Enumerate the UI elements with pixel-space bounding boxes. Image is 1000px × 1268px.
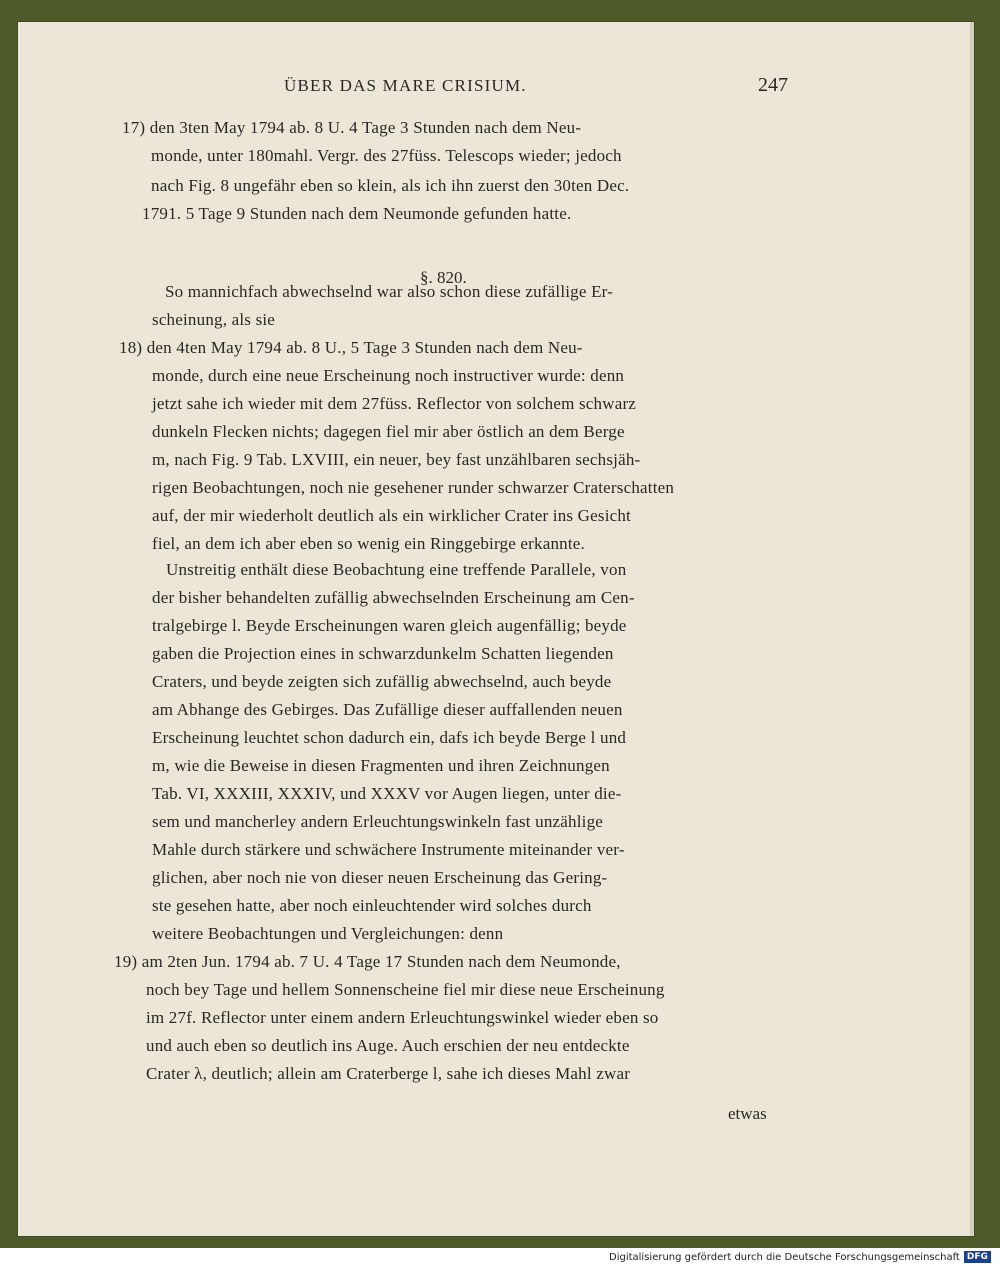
text-line: m, wie die Beweise in diesen Fragmenten und ihren Zeichnungen (152, 756, 610, 775)
text-line: im 27f. Reflector unter einem andern Erleuchtungswinkel wieder eben so (146, 1008, 659, 1027)
text-line: monde, unter 180mahl. Vergr. des 27füss. Telescops wieder; jedoch (151, 146, 622, 165)
text-line: Unstreitig enthält diese Beobachtung eine treffende Parallele, von (166, 560, 627, 579)
text-line: auf, der mir wiederholt deutlich als ein wirklicher Crater ins Gesicht (152, 506, 631, 525)
dfg-logo-icon: DFG (964, 1251, 991, 1263)
text-line: dunkeln Flecken nichts; dagegen fiel mir aber östlich an dem Berge (152, 422, 625, 441)
text-line: Erscheinung leuchtet schon dadurch ein, dafs ich beyde Berge l und (152, 728, 627, 747)
section-heading: §. 820. (420, 268, 467, 287)
text-line: glichen, aber noch nie von dieser neuen Erscheinung das Gering- (152, 868, 608, 887)
text-line: und auch eben so deutlich ins Auge. Auch erschien der neu entdeckte (146, 1036, 630, 1055)
text-line: m, nach Fig. 9 Tab. LXVIII, ein neuer, bey fast unzählbaren sechsjäh- (152, 450, 641, 469)
text-line: ste gesehen hatte, aber noch einleuchtender wird solches durch (152, 896, 592, 915)
text-line: jetzt sahe ich wieder mit dem 27füss. Reflector von solchem schwarz (152, 394, 637, 413)
text-line: tralgebirge l. Beyde Erscheinungen waren gleich augenfällig; beyde (152, 616, 627, 635)
text-line: der bisher behandelten zufällig abwechselnden Erscheinung am Cen- (152, 588, 635, 607)
footer-credit (609, 1251, 991, 1263)
book-page (18, 22, 974, 1236)
running-header: ÜBER DAS MARE CRISIUM. (284, 76, 527, 95)
text-line: rigen Beobachtungen, noch nie gesehener runder schwarzer Craterschatten (152, 478, 675, 497)
text-line: sem und mancherley andern Erleuchtungswinkeln fast unzählige (152, 812, 604, 831)
text-line: So mannichfach abwechselnd war also schon diese zufällige Er- (165, 282, 614, 301)
text-line: Craters, und beyde zeigten sich zufällig abwechselnd, auch beyde (152, 672, 612, 691)
text-line: noch bey Tage und hellem Sonnenscheine fiel mir diese neue Erscheinung (146, 980, 665, 999)
page-number: 247 (758, 74, 788, 96)
text-line: 19) am 2ten Jun. 1794 ab. 7 U. 4 Tage 17 Stunden nach dem Neumonde, (114, 952, 621, 971)
page-text (18, 22, 974, 1236)
text-line: 1791. 5 Tage 9 Stunden nach dem Neumonde gefunden hatte. (142, 204, 572, 223)
text-line: nach Fig. 8 ungefähr eben so klein, als ich ihn zuerst den 30ten Dec. (151, 176, 630, 195)
text-line: Mahle durch stärkere und schwächere Instrumente miteinander ver- (152, 840, 625, 859)
footer-text: Digitalisierung gefördert durch die Deutsche Forschungsgemeinschaft (609, 1251, 960, 1263)
text-line: Crater λ, deutlich; allein am Craterberge l, sahe ich dieses Mahl zwar (146, 1064, 631, 1083)
text-line: monde, durch eine neue Erscheinung noch instructiver wurde: denn (152, 366, 625, 385)
text-line: 17) den 3ten May 1794 ab. 8 U. 4 Tage 3 Stunden nach dem Neu- (122, 118, 582, 137)
text-line: gaben die Projection eines in schwarzdunkelm Schatten liegenden (152, 644, 614, 663)
text-line: fiel, an dem ich aber eben so wenig ein Ringgebirge erkannte. (152, 534, 585, 553)
text-line: Tab. VI, XXXIII, XXXIV, und XXXV vor Augen liegen, unter die- (152, 784, 622, 803)
text-line: 18) den 4ten May 1794 ab. 8 U., 5 Tage 3 Stunden nach dem Neu- (119, 338, 583, 357)
text-line: scheinung, als sie (152, 310, 276, 329)
catchword: etwas (728, 1104, 767, 1123)
text-line: am Abhange des Gebirges. Das Zufällige dieser auffallenden neuen (152, 700, 623, 719)
text-line: weitere Beobachtungen und Vergleichungen: denn (152, 924, 504, 943)
